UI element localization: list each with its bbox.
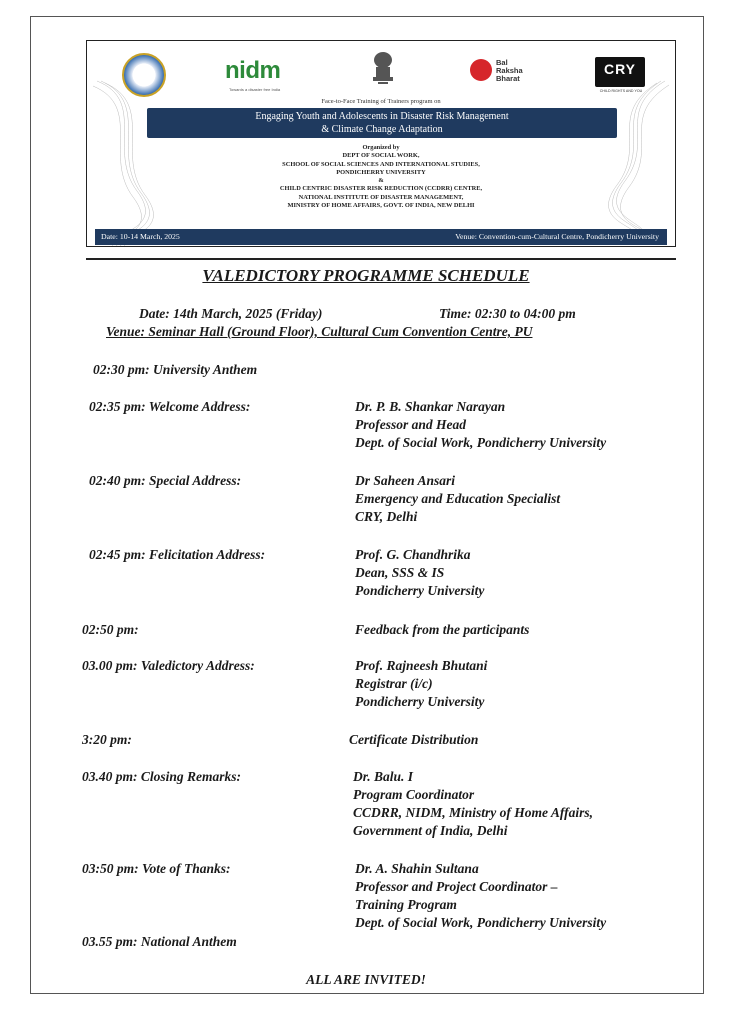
speaker-line: Professor and Project Coordinator – bbox=[355, 879, 558, 894]
speaker-line: Training Program bbox=[355, 897, 457, 912]
brb-line: Bal bbox=[496, 58, 508, 67]
speaker-line: Registrar (i/c) bbox=[355, 676, 433, 691]
divider bbox=[86, 258, 676, 260]
speaker-line: CCDRR, NIDM, Ministry of Home Affairs, bbox=[353, 805, 594, 820]
event-venue: Venue: Seminar Hall (Ground Floor), Cultural Cum Convention Centre, PU bbox=[106, 324, 533, 339]
schedule-item-activity: Certificate Distribution bbox=[349, 732, 479, 747]
schedule-item-time: 02:30 pm: University Anthem bbox=[93, 362, 258, 377]
brb-icon bbox=[470, 59, 492, 81]
closing-note: ALL ARE INVITED! bbox=[306, 972, 426, 987]
speaker-line: Government of India, Delhi bbox=[353, 823, 508, 838]
schedule-item-speaker bbox=[355, 398, 606, 452]
schedule-item-time: 02:45 pm: Felicitation Address: bbox=[89, 547, 266, 562]
schedule-item-time: 03:50 pm: Vote of Thanks: bbox=[82, 861, 231, 876]
organizer-line: DEPT OF SOCIAL WORK, bbox=[342, 152, 420, 160]
cry-logo bbox=[595, 57, 645, 87]
schedule-item-speaker bbox=[355, 546, 484, 600]
page-title: VALEDICTORY PROGRAMME SCHEDULE bbox=[202, 266, 530, 285]
schedule-item-speaker bbox=[355, 472, 560, 526]
banner-venue: Venue: Convention-cum-Cultural Centre, Pondicherry University bbox=[455, 232, 659, 241]
nidm-tagline: Towards a disaster free India bbox=[229, 87, 281, 92]
organizer-line: MINISTRY OF HOME AFFAIRS, GOVT. OF INDIA, NEW DELHI bbox=[287, 202, 475, 210]
brb-line: Raksha bbox=[496, 66, 523, 75]
speaker-line: Dr. P. B. Shankar Narayan bbox=[355, 399, 506, 414]
banner-title-line: Engaging Youth and Adolescents in Disaster Risk Management bbox=[255, 111, 509, 122]
schedule-item-speaker bbox=[355, 860, 606, 932]
cry-tagline: CHILD RIGHTS AND YOU bbox=[599, 89, 643, 93]
national-emblem-logo bbox=[370, 51, 396, 87]
schedule-item-time: 03.55 pm: National Anthem bbox=[82, 934, 237, 949]
organizer-line: CHILD CENTRIC DISASTER RISK REDUCTION (CCDRR) CENTRE, bbox=[279, 185, 483, 193]
organizers bbox=[87, 144, 675, 210]
banner-date: Date: 10-14 March, 2025 bbox=[101, 232, 180, 241]
speaker-line: Prof. Rajneesh Bhutani bbox=[355, 658, 488, 673]
event-banner bbox=[86, 40, 676, 247]
speaker-line: Pondicherry University bbox=[355, 583, 485, 598]
cry-logo-text: CRY bbox=[603, 61, 637, 77]
schedule-item-time: 3:20 pm: bbox=[82, 732, 132, 747]
speaker-line: Professor and Head bbox=[355, 417, 466, 432]
speaker-line: Dr. A. Shahin Sultana bbox=[355, 861, 479, 876]
schedule-item-speaker bbox=[353, 768, 593, 840]
training-line: Face-to-Face Training of Trainers program on bbox=[321, 98, 441, 105]
organizer-line: PONDICHERRY UNIVERSITY bbox=[336, 168, 426, 176]
schedule-item-time: 02:40 pm: Special Address: bbox=[89, 473, 242, 488]
speaker-line: Dr Saheen Ansari bbox=[355, 473, 456, 488]
banner-footer bbox=[95, 229, 667, 245]
speaker-line: Program Coordinator bbox=[353, 787, 475, 802]
brb-line: Bharat bbox=[496, 74, 520, 83]
organizer-line: Organized by bbox=[362, 144, 400, 151]
speaker-line: Dept. of Social Work, Pondicherry University bbox=[355, 435, 607, 450]
event-time: Time: 02:30 to 04:00 pm bbox=[439, 306, 576, 321]
organizer-line: & bbox=[378, 177, 384, 185]
speaker-line: Dr. Balu. I bbox=[353, 769, 414, 784]
speaker-line: Pondicherry University bbox=[355, 694, 485, 709]
schedule-item-time: 02:35 pm: Welcome Address: bbox=[89, 399, 251, 414]
schedule-item-activity: Feedback from the participants bbox=[355, 622, 530, 637]
speaker-line: CRY, Delhi bbox=[355, 509, 418, 524]
banner-title bbox=[147, 108, 617, 138]
nidm-logo: nidm bbox=[225, 57, 281, 84]
organizer-line: SCHOOL OF SOCIAL SCIENCES AND INTERNATIONAL STUDIES, bbox=[282, 160, 480, 168]
schedule-item-time: 02:50 pm: bbox=[82, 622, 139, 637]
speaker-line: Emergency and Education Specialist bbox=[355, 491, 561, 506]
schedule-item-time: 03.40 pm: Closing Remarks: bbox=[82, 769, 242, 784]
schedule-item-speaker bbox=[355, 657, 487, 711]
organizer-line: NATIONAL INSTITUTE OF DISASTER MANAGEMENT, bbox=[298, 193, 464, 201]
speaker-line: Prof. G. Chandhrika bbox=[355, 547, 471, 562]
speaker-line: Dean, SSS & IS bbox=[355, 565, 445, 580]
schedule-item-time: 03.00 pm: Valedictory Address: bbox=[82, 658, 255, 673]
banner-title-line: & Climate Change Adaptation bbox=[321, 124, 443, 135]
pondicherry-university-logo bbox=[122, 53, 166, 97]
speaker-line: Dept. of Social Work, Pondicherry University bbox=[355, 915, 607, 930]
event-date: Date: 14th March, 2025 (Friday) bbox=[139, 306, 323, 321]
